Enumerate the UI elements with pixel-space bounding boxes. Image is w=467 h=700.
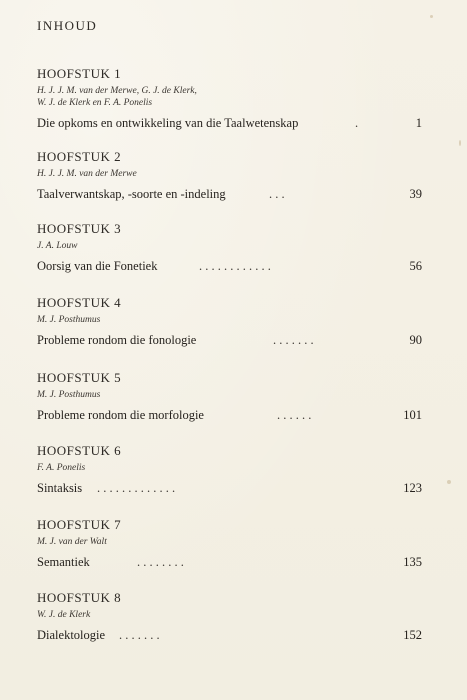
chapter-title[interactable]: Probleme rondom die morfologie [37,408,204,422]
page-number[interactable]: 152 [403,628,422,642]
chapter-heading: HOOFSTUK 7 [37,517,122,532]
author-line: W. J. de Klerk [37,610,91,620]
dot-leader: . . . . . . [277,408,312,422]
toc-entry[interactable] [37,480,422,496]
chapter-1 [37,66,422,131]
chapter-authors [37,314,422,326]
chapter-authors [37,168,422,180]
toc-entry[interactable] [37,332,422,348]
toc-entry[interactable] [37,186,422,202]
chapter-2 [37,149,422,202]
chapter-4 [37,295,422,348]
chapter-authors [37,389,422,401]
chapter-heading: HOOFSTUK 4 [37,295,122,310]
author-line: F. A. Ponelis [37,463,86,473]
author-line: J. A. Louw [37,241,78,251]
chapter-heading: HOOFSTUK 2 [37,149,122,164]
chapter-title[interactable]: Semantiek [37,555,90,569]
toc-entry[interactable] [37,258,422,274]
author-line: M. J. Posthumus [37,390,101,400]
dot-leader: . . . . . . . . . . . . . [97,481,176,495]
paper-speck [430,15,433,18]
page-number[interactable]: 135 [403,555,422,569]
author-line: M. J. van der Walt [37,537,107,547]
chapter-title[interactable]: Dialektologie [37,628,106,642]
chapter-title[interactable]: Oorsig van die Fonetiek [37,259,158,273]
paper-speck [459,140,461,146]
toc-entry[interactable] [37,554,422,570]
toc-entry[interactable] [37,115,422,131]
dot-leader: . . . . . . . [273,333,314,347]
chapter-heading: HOOFSTUK 8 [37,590,122,605]
chapter-6 [37,443,422,496]
chapter-title[interactable]: Probleme rondom die fonologie [37,333,197,347]
chapter-authors [37,240,422,252]
chapter-title[interactable]: Sintaksis [37,481,83,495]
toc-entry[interactable] [37,627,422,643]
chapter-3 [37,221,422,274]
author-line: H. J. J. M. van der Merwe, G. J. de Klerk, [37,86,197,96]
chapter-authors [37,536,422,548]
author-line: M. J. Posthumus [37,315,101,325]
page-number[interactable]: 1 [415,116,422,130]
dot-leader: . . . . . . . [119,628,160,642]
toc-title: INHOUD [37,18,98,33]
chapter-heading: HOOFSTUK 5 [37,370,122,385]
page-number[interactable]: 56 [409,259,422,273]
chapter-authors [37,85,422,109]
chapter-title[interactable]: Die opkoms en ontwikkeling van die Taalwetenskap [37,116,299,130]
dot-leader: . [355,116,359,130]
page-number[interactable]: 123 [403,481,422,495]
page-number[interactable]: 39 [409,187,422,201]
dot-leader: . . . . . . . . [137,555,184,569]
chapter-heading: HOOFSTUK 1 [37,66,122,81]
page-number[interactable]: 90 [409,333,422,347]
toc-entry[interactable] [37,407,422,423]
author-line: H. J. J. M. van der Merwe [37,169,137,179]
chapter-5 [37,370,422,423]
dot-leader: . . . . . . . . . . . . [199,259,271,273]
page-number[interactable]: 101 [403,408,422,422]
chapter-authors [37,462,422,474]
dot-leader: . . . [269,187,285,201]
chapter-title[interactable]: Taalverwantskap, -soorte en -indeling [37,187,226,201]
chapter-heading: HOOFSTUK 3 [37,221,122,236]
chapter-8 [37,590,422,643]
chapter-authors [37,609,422,621]
chapter-heading: HOOFSTUK 6 [37,443,122,458]
author-line: W. J. de Klerk en F. A. Ponelis [37,98,153,108]
chapter-7 [37,517,422,570]
paper-speck [447,480,451,484]
